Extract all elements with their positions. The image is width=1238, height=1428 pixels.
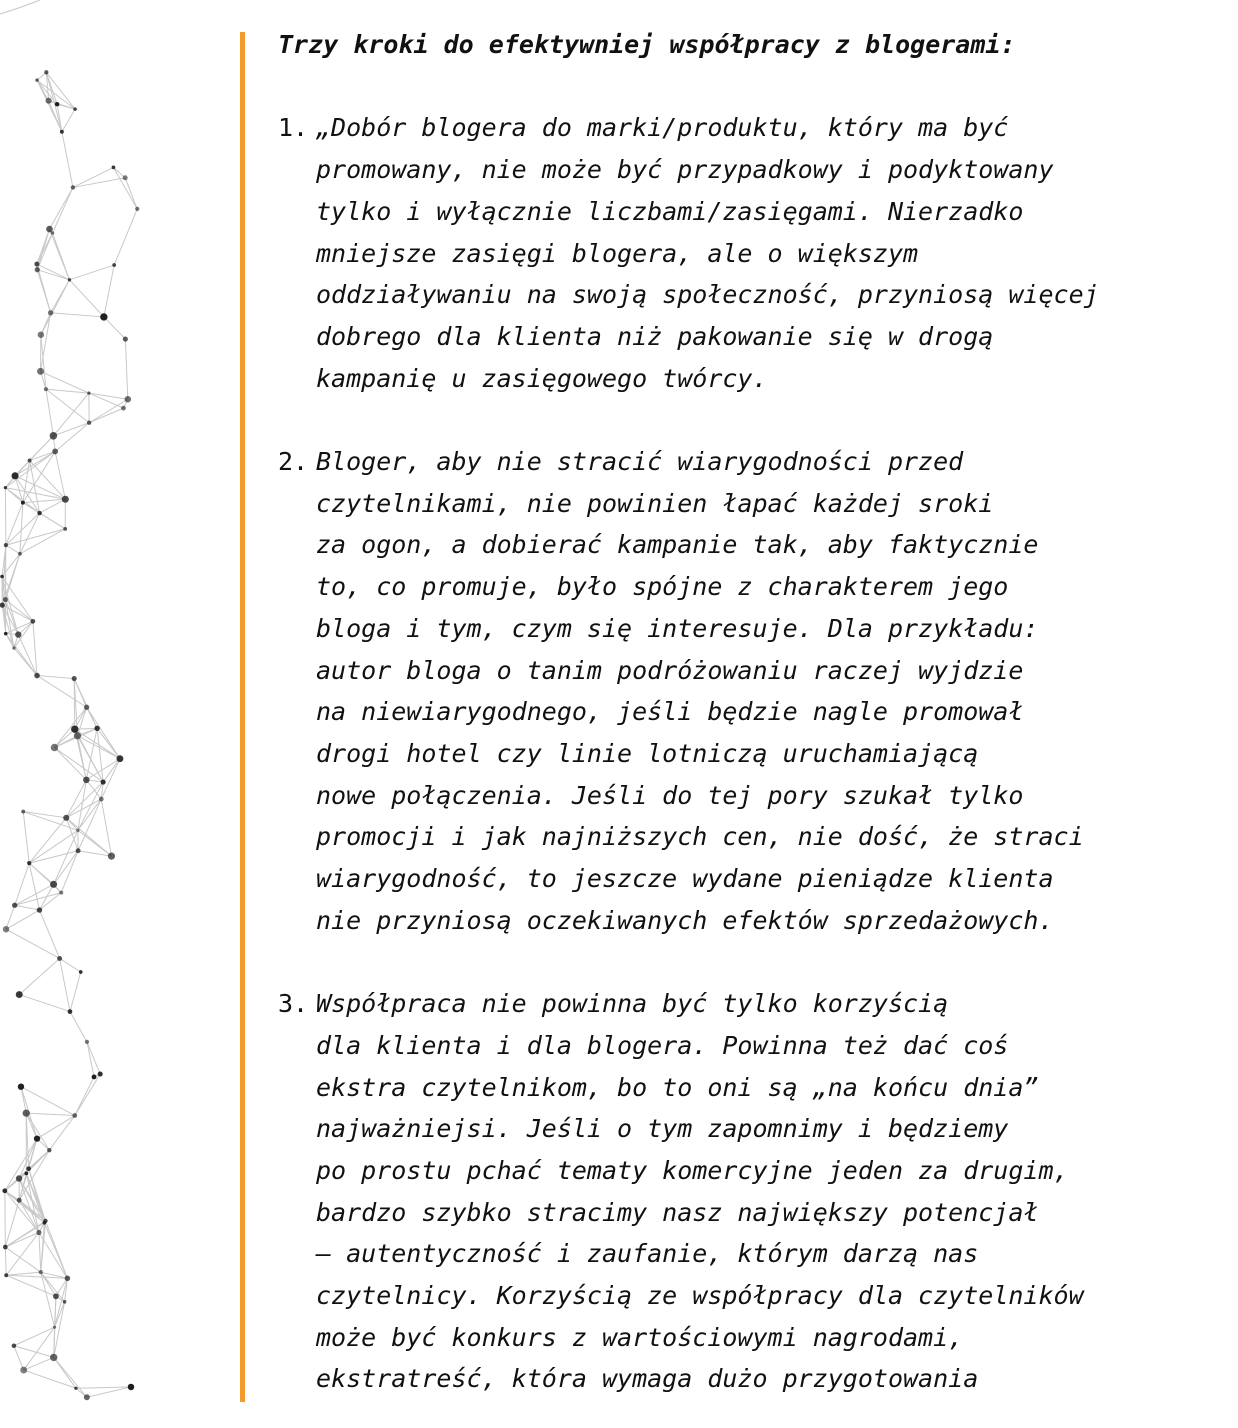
network-edge: [26, 1113, 49, 1150]
text-line: „Dobór blogera do marki/produktu, który ma być: [316, 113, 1009, 143]
network-node: [59, 891, 63, 895]
network-edge: [54, 748, 86, 780]
text-line: najważniejsi. Jeśli o tym zapomnimy i będziemy: [316, 1114, 1009, 1144]
network-node: [85, 1040, 89, 1044]
network-node: [76, 829, 79, 832]
network-edge: [40, 513, 66, 529]
network-node: [35, 267, 40, 272]
network-edge: [97, 728, 103, 782]
network-node: [87, 421, 91, 425]
network-edge: [23, 812, 29, 864]
text-line: dobrego dla klienta niż pakowanie się w drogą: [316, 321, 994, 351]
network-edge: [49, 1116, 74, 1151]
network-node: [51, 744, 58, 751]
network-node: [60, 130, 64, 134]
network-node: [98, 1072, 103, 1077]
network-edge: [37, 676, 74, 679]
network-edge: [19, 995, 70, 1012]
network-edge: [101, 799, 111, 856]
orange-accent-bar: [240, 32, 245, 1402]
network-edge: [60, 958, 70, 1011]
network-edge: [37, 1116, 75, 1139]
text-line: – autentyczność i zaufanie, którym darzą nas: [316, 1239, 979, 1269]
network-node: [65, 1275, 71, 1281]
network-node: [3, 926, 9, 932]
list-number: 3.: [278, 989, 309, 1019]
text-line: czytelnikami, nie powinien łapać każdej sroki: [316, 488, 994, 518]
network-edge: [73, 167, 114, 187]
network-edge: [73, 178, 125, 188]
network-node: [79, 970, 83, 974]
network-node: [46, 98, 52, 104]
network-node: [50, 432, 58, 440]
network-node: [68, 1009, 73, 1014]
network-edge: [19, 958, 59, 994]
network-node: [39, 1270, 43, 1274]
network-edge: [125, 339, 127, 399]
network-edge: [6, 910, 39, 929]
network-edge: [6, 1275, 56, 1296]
network-node: [4, 543, 8, 547]
network-node: [74, 732, 81, 739]
list-item-text: [316, 107, 1228, 399]
network-edge: [70, 1012, 87, 1042]
network-node: [112, 166, 116, 170]
network-node: [4, 632, 8, 636]
text-line: dla klienta i dla blogera. Powinna też dać coś: [316, 1030, 1009, 1060]
text-line: na niewiarygodnego, jeśli będzie nagle promował: [316, 697, 1024, 727]
network-node: [0, 575, 4, 579]
network-node: [3, 597, 8, 602]
network-node: [63, 815, 69, 821]
network-node: [135, 207, 139, 211]
text-line: oddziaływaniu na swoją społeczność, przyniosą więcej: [316, 280, 1099, 310]
network-edge: [52, 187, 72, 233]
network-node: [117, 755, 124, 762]
network-node: [71, 725, 78, 732]
text-line: Współpraca nie powinna być tylko korzyścią: [316, 989, 949, 1019]
network-node: [50, 1354, 57, 1361]
network-node: [74, 1387, 77, 1390]
text-line: autor bloga o tanim podróżowaniu raczej wyjdzie: [316, 655, 1024, 685]
network-node: [121, 406, 126, 411]
network-edge: [62, 132, 73, 188]
network-node: [34, 673, 40, 679]
network-edge: [37, 270, 69, 280]
network-edge: [75, 1074, 100, 1115]
network-node: [72, 1113, 77, 1118]
network-node: [18, 552, 22, 556]
text-line: wiarygodność, to jeszcze wydane pieniądze klienta: [316, 864, 1054, 894]
network-node: [20, 1367, 27, 1374]
network-edge: [49, 101, 75, 109]
network-edge: [26, 1113, 37, 1138]
text-line: to, co promuje, było spójne z charakterem jego: [316, 572, 1009, 602]
network-edge: [6, 929, 60, 958]
network-edge: [20, 503, 23, 554]
network-node: [84, 1394, 90, 1400]
network-edge: [6, 545, 20, 554]
network-node: [16, 1175, 22, 1181]
network-node: [34, 262, 39, 267]
network-node: [76, 848, 81, 853]
network-edge: [87, 1042, 100, 1074]
network-edge: [20, 529, 65, 554]
network-edge: [46, 1221, 68, 1278]
network-edge: [0, 0, 40, 14]
text-line: bloga i tym, czym się interesuje. Dla przykładu:: [316, 613, 1039, 643]
network-edge: [6, 905, 15, 929]
network-node: [53, 1293, 59, 1299]
list-item-3: [278, 983, 1228, 1400]
network-edge: [69, 265, 114, 280]
list-number: 1.: [278, 113, 309, 143]
network-node: [128, 1384, 135, 1391]
list-item-text: [316, 983, 1228, 1400]
network-edge: [26, 1113, 75, 1115]
network-node: [101, 779, 106, 784]
network-node: [37, 907, 42, 912]
network-edge: [14, 648, 37, 675]
network-edge: [104, 317, 126, 339]
network-edge: [23, 812, 66, 818]
network-node: [18, 1083, 24, 1089]
network-node: [73, 107, 77, 111]
text-line: po prostu pchać tematy komercyjne jeden za drugim,: [316, 1155, 1069, 1185]
network-edge: [5, 1247, 6, 1275]
network-node: [4, 1273, 8, 1277]
network-edge: [5, 1247, 40, 1272]
network-node: [112, 263, 116, 267]
network-node: [72, 676, 77, 681]
network-edge: [24, 1370, 76, 1388]
network-node: [44, 387, 48, 391]
network-node: [68, 278, 71, 281]
network-node: [94, 726, 99, 731]
network-node: [71, 185, 75, 189]
network-node: [15, 631, 21, 637]
network-node: [4, 486, 7, 489]
network-edge: [51, 313, 104, 317]
text-line: tylko i wyłącznie liczbami/zasięgami. Nierzadko: [316, 196, 1024, 226]
network-edge: [75, 1077, 94, 1116]
network-edge: [39, 1232, 41, 1272]
text-line: ekstra czytelnikom, bo to oni są „na końcu dnia”: [316, 1072, 1039, 1102]
text-line: kampanię u zasięgowego twórcy.: [316, 363, 768, 393]
network-node: [63, 1300, 67, 1304]
network-nodes-decoration-icon: [0, 0, 170, 1428]
network-edge: [54, 1357, 87, 1397]
text-line: czytelnicy. Korzyścią ze współpracy dla czytelników: [316, 1281, 1084, 1311]
network-node: [62, 496, 69, 503]
list-item-2: [278, 441, 1228, 941]
network-node: [99, 797, 104, 802]
text-line: mniejsze zasięgi blogera, ale o większym: [316, 238, 919, 268]
network-edge: [78, 830, 112, 856]
network-node: [108, 853, 115, 860]
text-line: może być konkurs z wartościowymi nagrodami,: [316, 1322, 964, 1352]
list-number: 2.: [278, 447, 309, 476]
network-node: [123, 336, 128, 341]
network-edge: [125, 178, 137, 209]
network-edge: [60, 958, 81, 972]
network-node: [43, 1219, 47, 1223]
text-line: Bloger, aby nie stracić wiarygodności przed: [316, 447, 964, 476]
network-node: [47, 1148, 51, 1152]
network-edge: [55, 451, 65, 499]
network-edge: [39, 910, 59, 958]
network-node: [125, 396, 131, 402]
network-node: [52, 449, 58, 455]
network-node: [46, 226, 53, 233]
text-line: promocji i jak najniższych cen, nie dość, że straci: [316, 822, 1084, 852]
network-edge: [5, 451, 55, 487]
network-edge: [37, 676, 87, 708]
network-node: [36, 1230, 41, 1235]
network-edge: [61, 851, 78, 893]
network-edge: [104, 265, 114, 317]
network-node: [53, 1326, 56, 1329]
network-node: [83, 777, 90, 784]
network-edge: [89, 408, 123, 423]
network-edge: [6, 1232, 39, 1275]
text-line: drogi hotel czy linie lotniczą uruchamiającą: [316, 738, 979, 768]
network-node: [100, 313, 107, 320]
network-edge: [69, 280, 103, 317]
network-edge: [97, 728, 120, 758]
network-edge: [49, 187, 72, 229]
network-node: [12, 1343, 17, 1348]
network-edge: [87, 1042, 94, 1077]
network-node: [24, 1171, 28, 1175]
network-node: [28, 459, 32, 463]
network-node: [3, 1245, 8, 1250]
network-node: [63, 527, 67, 531]
network-edge: [76, 1387, 131, 1388]
network-edge: [70, 972, 81, 1012]
text-line: ekstratreść, która wymaga dużo przygotowania: [316, 1364, 979, 1394]
network-edge: [54, 748, 103, 783]
list-item-1: [278, 107, 1228, 399]
network-edge: [62, 109, 75, 132]
network-node: [44, 70, 48, 74]
list-item-text: [316, 441, 1228, 941]
network-edge: [37, 233, 53, 264]
network-edge: [41, 280, 70, 335]
network-node: [84, 705, 89, 710]
network-edge: [114, 209, 137, 265]
network-node: [51, 231, 55, 235]
network-node: [27, 861, 31, 865]
network-node: [16, 991, 23, 998]
network-node: [11, 472, 18, 479]
network-edge: [46, 389, 53, 436]
network-edge: [20, 513, 40, 554]
network-node: [34, 1135, 40, 1141]
network-node: [17, 1198, 22, 1203]
network-node: [37, 368, 44, 375]
text-line: nie przyniosą oczekiwanych efektów sprzedażowych.: [316, 905, 1054, 935]
network-node: [37, 511, 41, 515]
network-node: [30, 619, 35, 624]
network-node: [35, 78, 39, 82]
network-node: [21, 810, 25, 814]
section-heading: Trzy kroki do efektywniej współpracy z blogerami:: [278, 30, 1016, 59]
network-node: [26, 1166, 31, 1171]
network-node: [57, 956, 62, 961]
network-edge: [46, 389, 89, 423]
network-edge: [103, 759, 120, 782]
network-node: [48, 310, 53, 315]
article-content: [278, 24, 1228, 1428]
network-edge: [37, 229, 50, 264]
network-edge: [87, 707, 120, 758]
network-node: [87, 391, 90, 394]
network-edge: [6, 1272, 41, 1275]
text-line: promowany, nie może być przypadkowy i podyktowany: [316, 155, 1054, 185]
text-line: nowe połączenia. Jeśli do tej pory szukał tylko: [316, 780, 1024, 810]
network-edge: [87, 1387, 131, 1397]
network-node: [23, 1110, 30, 1117]
network-edge: [14, 1346, 24, 1370]
network-edge: [15, 905, 40, 910]
network-node: [21, 501, 25, 505]
network-edge: [89, 399, 128, 423]
network-edge: [113, 167, 137, 209]
network-node: [2, 1188, 7, 1193]
network-node: [12, 646, 15, 649]
network-node: [38, 331, 44, 337]
network-node: [92, 1075, 97, 1080]
network-node: [55, 102, 59, 106]
network-node: [123, 175, 128, 180]
text-line: za ogon, a dobierać kampanie tak, aby faktycznie: [316, 530, 1039, 560]
network-node: [12, 903, 17, 908]
network-node: [50, 881, 57, 888]
text-line: bardzo szybko stracimy nasz największy potencjał: [316, 1197, 1039, 1227]
